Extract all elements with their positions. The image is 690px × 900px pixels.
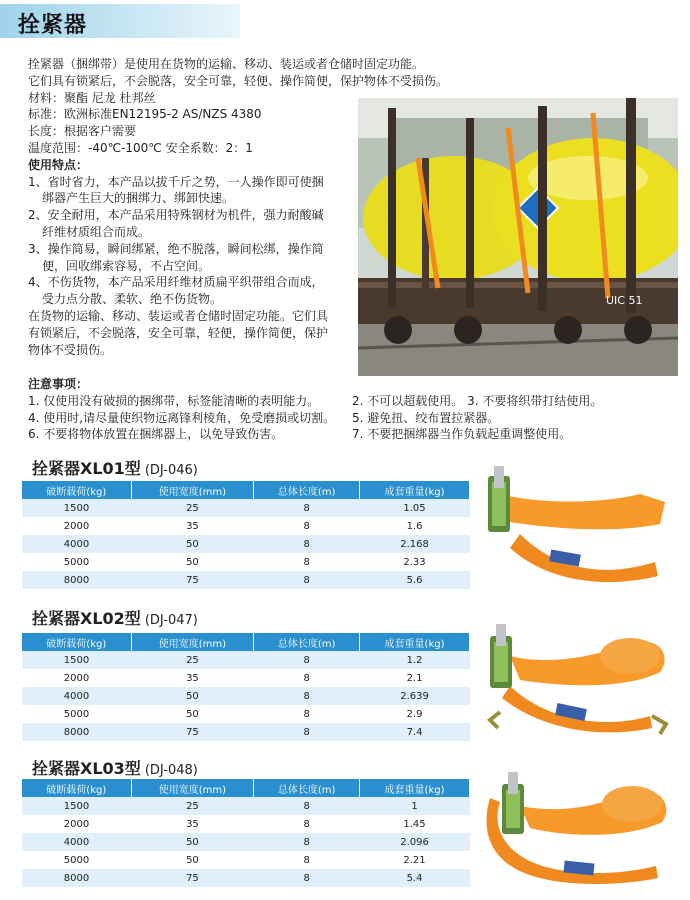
product-title-xl03 bbox=[32, 756, 198, 779]
header-break-load: 破断载荷(kg) bbox=[22, 633, 131, 651]
feature-line: 在货物的运输、移动、装运或者仓储时固定功能。它们具 bbox=[28, 308, 329, 323]
ratchet-strap-xl03-image bbox=[480, 762, 676, 886]
cell: 8 bbox=[254, 723, 360, 741]
rail-wagon-photo bbox=[358, 98, 678, 376]
cell: 5000 bbox=[22, 851, 131, 869]
note-item: 4. 使用时,请尽量使织物远离锋利棱角，免受磨损或切割。 bbox=[28, 410, 336, 425]
cell: 8 bbox=[254, 571, 360, 589]
cell: 5.6 bbox=[360, 571, 470, 589]
ratchet-strap-xl02-image bbox=[480, 616, 676, 740]
cell: 8 bbox=[254, 687, 360, 705]
cell: 1500 bbox=[22, 651, 131, 669]
feature-line: 1、省时省力，本产品以拔千斤之势，一人操作即可使捆 bbox=[28, 174, 324, 189]
cell: 2.639 bbox=[360, 687, 470, 705]
table-row bbox=[22, 815, 470, 833]
header-length: 总体长度(m) bbox=[254, 779, 360, 797]
header-width: 使用宽度(mm) bbox=[131, 779, 254, 797]
notes-right bbox=[352, 393, 602, 443]
cell: 8 bbox=[254, 651, 360, 669]
intro-line: 拴紧器（捆绑带）是使用在货物的运输、移动、装运或者仓储时固定功能。 bbox=[28, 57, 425, 71]
cell: 2.9 bbox=[360, 705, 470, 723]
cell: 5.4 bbox=[360, 869, 470, 887]
header-break-load: 破断载荷(kg) bbox=[22, 779, 131, 797]
cell: 8 bbox=[254, 815, 360, 833]
intro-line: 材料：聚酯 尼龙 杜邦丝 bbox=[28, 90, 156, 105]
cell: 75 bbox=[131, 571, 254, 589]
cell: 8 bbox=[254, 499, 360, 517]
product-code: (DJ-048) bbox=[144, 763, 198, 778]
cell: 7.4 bbox=[360, 723, 470, 741]
cell: 1500 bbox=[22, 797, 131, 815]
cell: 8 bbox=[254, 869, 360, 887]
cell: 4000 bbox=[22, 833, 131, 851]
feature-line: 4、不伤货物，本产品采用纤维材质扁平织带组合而成， bbox=[28, 275, 324, 290]
cell: 25 bbox=[131, 499, 254, 517]
feature-line: 物体不受损伤。 bbox=[28, 342, 113, 357]
cell: 50 bbox=[131, 705, 254, 723]
intro-line: 标准：欧洲标准EN12195-2 AS/NZS 4380 bbox=[28, 107, 262, 122]
features-heading: 使用特点： bbox=[28, 157, 89, 172]
feature-line: 3、操作简易，瞬间绑紧，绝不脱落，瞬间松绑，操作简 bbox=[28, 241, 324, 256]
table-row bbox=[22, 723, 470, 741]
table-row bbox=[22, 833, 470, 851]
cell: 1.6 bbox=[360, 517, 470, 535]
table-row bbox=[22, 851, 470, 869]
cell: 2.1 bbox=[360, 669, 470, 687]
feature-line: 便，回收绑索容易，不占空间。 bbox=[42, 258, 211, 273]
product-title-xl02 bbox=[32, 606, 198, 629]
header-weight: 成套重量(kg) bbox=[360, 779, 470, 797]
cell: 2000 bbox=[22, 815, 131, 833]
cell: 1.05 bbox=[360, 499, 470, 517]
cell: 2000 bbox=[22, 517, 131, 535]
cell: 8000 bbox=[22, 723, 131, 741]
cell: 25 bbox=[131, 797, 254, 815]
table-row bbox=[22, 651, 470, 669]
table-row bbox=[22, 553, 470, 571]
cell: 50 bbox=[131, 687, 254, 705]
spec-table-xl03 bbox=[22, 779, 470, 887]
product-code: (DJ-046) bbox=[144, 463, 198, 478]
cell: 8 bbox=[254, 797, 360, 815]
product-name: 拴紧器XL03型 bbox=[32, 759, 141, 778]
table-row bbox=[22, 499, 470, 517]
table-row bbox=[22, 571, 470, 589]
cell: 1 bbox=[360, 797, 470, 815]
product-title-xl01 bbox=[32, 456, 198, 479]
cell: 2.168 bbox=[360, 535, 470, 553]
notes-left bbox=[28, 376, 335, 443]
cell: 8 bbox=[254, 517, 360, 535]
note-item: 1. 仅使用没有破损的捆绑带，标签能清晰的表明能力。 bbox=[28, 393, 320, 408]
feature-line: 受力点分散、柔软、绝不伤货物。 bbox=[42, 292, 223, 307]
cell: 2000 bbox=[22, 669, 131, 687]
cell: 5000 bbox=[22, 553, 131, 571]
header-width: 使用宽度(mm) bbox=[131, 633, 254, 651]
cell: 1.45 bbox=[360, 815, 470, 833]
table-row bbox=[22, 535, 470, 553]
cell: 50 bbox=[131, 833, 254, 851]
header-break-load: 破断载荷(kg) bbox=[22, 481, 131, 499]
cell: 8 bbox=[254, 535, 360, 553]
cell: 8000 bbox=[22, 869, 131, 887]
intro-line: 它们具有锁紧后，不会脱落，安全可靠，轻便、操作简便，保护物体不受损伤。 bbox=[28, 73, 449, 88]
table-row bbox=[22, 869, 470, 887]
cell: 50 bbox=[131, 851, 254, 869]
cell: 75 bbox=[131, 723, 254, 741]
cell: 8 bbox=[254, 705, 360, 723]
ratchet-strap-xl01-image bbox=[480, 464, 676, 588]
cell: 4000 bbox=[22, 535, 131, 553]
cell: 50 bbox=[131, 553, 254, 571]
cell: 8 bbox=[254, 669, 360, 687]
spec-table-xl02 bbox=[22, 633, 470, 741]
feature-line: 有锁紧后，不会脱落，安全可靠，轻便，操作简便，保护 bbox=[28, 325, 329, 340]
table-row bbox=[22, 517, 470, 535]
table-row bbox=[22, 797, 470, 815]
header-width: 使用宽度(mm) bbox=[131, 481, 254, 499]
cell: 8 bbox=[254, 851, 360, 869]
cell: 5000 bbox=[22, 705, 131, 723]
intro-line: 温度范围：-40℃-100℃ 安全系数：2：1 bbox=[28, 140, 253, 155]
cell: 50 bbox=[131, 535, 254, 553]
feature-line: 2、安全耐用，本产品采用特殊钢材为机件，强力耐酸碱 bbox=[28, 208, 324, 223]
cell: 4000 bbox=[22, 687, 131, 705]
note-item: 6. 不要将物体放置在捆绑器上，以免导致伤害。 bbox=[28, 427, 284, 442]
header-weight: 成套重量(kg) bbox=[360, 481, 470, 499]
cell: 2.21 bbox=[360, 851, 470, 869]
page-title: 拴紧器 bbox=[18, 13, 88, 38]
note-item: 5. 避免扭、绞布置拉紧器。 bbox=[352, 410, 500, 425]
cell: 35 bbox=[131, 669, 254, 687]
spec-table-xl01 bbox=[22, 481, 470, 589]
note-item: 7. 不要把捆绑器当作负载起重调整使用。 bbox=[352, 427, 572, 442]
note-item: 2. 不可以超载使用。 3. 不要将织带打结使用。 bbox=[352, 393, 603, 408]
table-row bbox=[22, 669, 470, 687]
cell: 2.33 bbox=[360, 553, 470, 571]
table-row bbox=[22, 687, 470, 705]
notes-heading: 注意事项： bbox=[28, 377, 89, 391]
header-weight: 成套重量(kg) bbox=[360, 633, 470, 651]
cell: 8 bbox=[254, 833, 360, 851]
cell: 35 bbox=[131, 815, 254, 833]
product-name: 拴紧器XL02型 bbox=[32, 609, 141, 628]
cell: 25 bbox=[131, 651, 254, 669]
cell: 75 bbox=[131, 869, 254, 887]
wagon-label: UIC 51 bbox=[606, 294, 643, 307]
header-length: 总体长度(m) bbox=[254, 481, 360, 499]
cell: 35 bbox=[131, 517, 254, 535]
header-length: 总体长度(m) bbox=[254, 633, 360, 651]
product-code: (DJ-047) bbox=[144, 613, 198, 628]
table-row bbox=[22, 705, 470, 723]
intro-line: 长度：根据客户需要 bbox=[28, 124, 137, 139]
cell: 8 bbox=[254, 553, 360, 571]
feature-line: 绑器产生巨大的捆绑力、绑卸快速。 bbox=[42, 191, 235, 206]
product-name: 拴紧器XL01型 bbox=[32, 459, 141, 478]
cell: 2.096 bbox=[360, 833, 470, 851]
cell: 1.2 bbox=[360, 651, 470, 669]
feature-line: 纤维材质组合而成。 bbox=[42, 224, 151, 239]
cell: 1500 bbox=[22, 499, 131, 517]
cell: 8000 bbox=[22, 571, 131, 589]
